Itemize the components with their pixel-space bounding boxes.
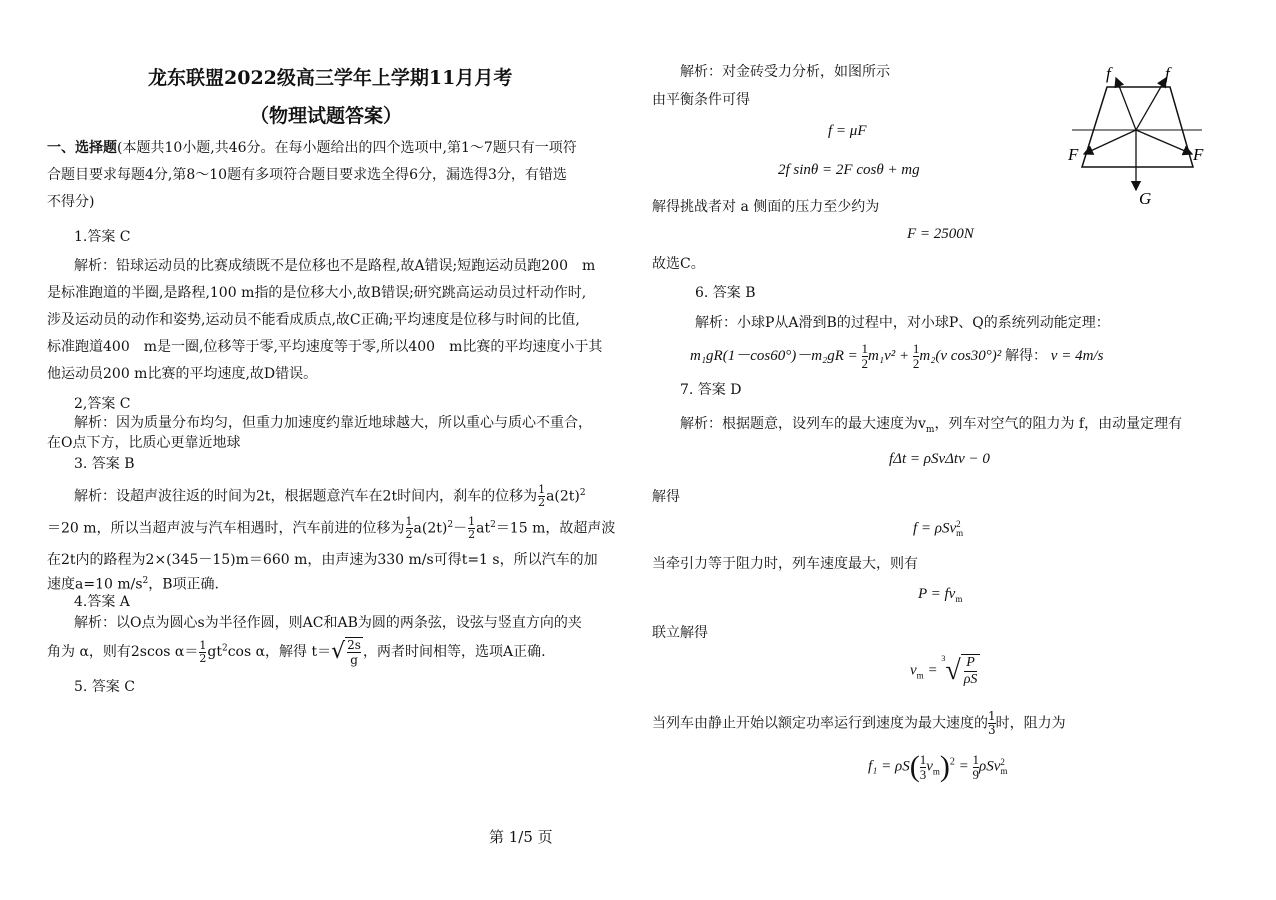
equation-power: $P = fv_m$: [918, 586, 963, 604]
q4-answer: 4.答案 A: [74, 594, 130, 610]
section-intro-line-1: 一、选择题(本题共10小题,共46分。在每小题给出的四个选项中,第1～7题只有一项符: [47, 140, 577, 156]
q1-line-3: 涉及运动员的动作和姿势,运动员不能看成质点,故C正确;平均速度是位移与时间的比值,: [47, 312, 580, 328]
sqrt-expression: √: [331, 639, 346, 664]
fraction-third: $\frac{1}{3}$: [988, 709, 996, 737]
sqrt-fraction: $\frac{2s}{g}$: [347, 638, 361, 667]
q3-line-2: ＝20 m，所以当超声波与汽车相遇时，汽车前进的位移为 $\frac{1}{2}$ $a(2t)^2-$ $\frac{1}{2}$ $at^2=15$ m，故超声波: [47, 515, 616, 542]
section-heading: 一、选择题: [47, 140, 117, 156]
equation-momentum: fΔt = ρSvΔtv − 0: [889, 451, 990, 467]
fraction-half: $\frac{1}{2}$: [538, 483, 546, 510]
equation-friction: f = μF: [828, 123, 867, 139]
equation-balance: 2f sinθ = 2F cosθ + mg: [778, 162, 920, 178]
section-intro-line-2: 合题目要求每题4分,第8～10题有多项符合题目要求选全得6分，漏选得3分，有错选: [47, 167, 567, 183]
q5-analysis: 解析：对金砖受力分析，如图所示: [680, 64, 890, 80]
root-fraction: $\frac{P}{\rho S}$: [961, 654, 981, 688]
cube-root: √: [945, 655, 961, 686]
balance-text: 由平衡条件可得: [652, 92, 750, 108]
page-number: 第 1/5 页: [489, 828, 553, 846]
label-f-right: f: [1165, 64, 1170, 83]
fraction-half: $\frac{1}{2}$: [405, 515, 413, 542]
fraction-half: $\frac{1}{2}$: [861, 341, 869, 371]
page-subtitle: （物理试题答案）: [250, 105, 403, 127]
traction-text: 当牵引力等于阻力时，列车速度最大，则有: [652, 556, 918, 572]
section-intro-line-3: 不得分): [47, 194, 95, 210]
equation-resistance: f = ρSv 2 m: [913, 519, 964, 538]
q6-answer: 6. 答案 B: [695, 285, 756, 301]
label-G: G: [1139, 189, 1152, 208]
q7-analysis: 解析：根据题意，设列车的最大速度为$v_m$，列车对空气的阻力为 f，由动量定理有: [680, 416, 1183, 435]
q2-line-1: 解析：因为质量分布均匀，但重力加速度约靠近地球越大，所以重心与质心不重合，: [74, 415, 592, 431]
q5-answer: 5. 答案 C: [74, 679, 135, 695]
solve-text-1: 解得: [652, 489, 680, 505]
q1-line-5: 他运动员200 m比赛的平均速度,故D错误。: [47, 366, 318, 382]
q3-line-3: 在2t内的路程为2×(345－15)m＝660 m，由声速为330 m/s可得t=1 s，所以汽车的加: [47, 552, 598, 568]
equation-f1: f₁ = ρS( $\frac{1}{3}$ $v_m)^2$ = $\frac{1}{9}$ ρSv 2 m: [868, 750, 1008, 783]
last-text: 当列车由静止开始以额定功率运行到速度为最大速度的 $\frac{1}{3}$ 时，阻力为: [652, 709, 1066, 737]
label-F-right: F: [1193, 145, 1204, 164]
page-title: 龙东联盟2022级高三学年上学期11月月考: [148, 67, 513, 89]
friction-left-arrow: [1116, 78, 1136, 130]
q3-line-1: 解析：设超声波往返的时间为2t，根据题意汽车在2t时间内，刹车的位移为 $\frac{1}{2}$ $a(2t)^2$: [74, 483, 586, 510]
q1-line-4: 标准跑道400 m是一圈,位移等于零,平均速度等于零,所以400 m比赛的平均速度小于其: [47, 339, 603, 355]
q3-line-4: 速度a=10 $m/s^2$，B项正确.: [47, 576, 220, 593]
equation-force-value: F = 2500N: [907, 226, 974, 242]
q6-analysis: 解析：小球P从A滑到B的过程中，对小球P、Q的系统列动能定理：: [695, 315, 1110, 331]
q7-answer: 7. 答案 D: [680, 382, 742, 398]
q1-line-1: 解析：铅球运动员的比赛成绩既不是位移也不是路程,故A错误;短跑运动员跑200 m: [74, 258, 596, 274]
label-f-left: f: [1106, 64, 1111, 83]
q4-line-2: 角为 α，则有2scos α＝ $\frac{1}{2}$ $gt^2\cos$ α，解得 t＝√ $\frac{2s}{g}$ ，两者时间相等，选项A正确.: [47, 638, 546, 667]
q1-answer: 1.答案 C: [74, 229, 131, 245]
fraction-half: $\frac{1}{2}$: [199, 638, 207, 665]
q3-answer: 3. 答案 B: [74, 456, 135, 472]
force-diagram: [1062, 60, 1212, 210]
equation-max-speed: $v_m = ^3√$ $\frac{P}{\rho S}$: [910, 654, 980, 696]
solve-pressure-text: 解得挑战者对 a 侧面的压力至少约为: [652, 199, 880, 215]
q2-answer: 2,答案 C: [74, 396, 131, 412]
fraction-half: $\frac{1}{2}$: [468, 515, 476, 542]
friction-right-arrow: [1136, 78, 1166, 130]
combine-text: 联立解得: [652, 625, 708, 641]
q1-line-2: 是标准跑道的半圈,是路程,100 m指的是位移大小,故B错误;研究跳高运动员过杆动作时,: [47, 285, 587, 301]
label-F-left: F: [1068, 145, 1079, 164]
q2-line-2: 在O点下方，比质心更靠近地球: [47, 435, 241, 451]
fraction-half: $\frac{1}{2}$: [912, 341, 920, 371]
q4-line-1: 解析：以O点为圆心s为半径作圆，则AC和AB为圆的两条弦，设弦与竖直方向的夹: [74, 615, 582, 631]
choose-c-text: 故选C。: [652, 256, 705, 272]
q6-equation: m₁gR(1－cos60°)－m₂gR = $\frac{1}{2}$ m₁v² + $\frac{1}{2}$ m₂(v cos30°)² 解得： v = 4m/s: [690, 341, 1104, 371]
